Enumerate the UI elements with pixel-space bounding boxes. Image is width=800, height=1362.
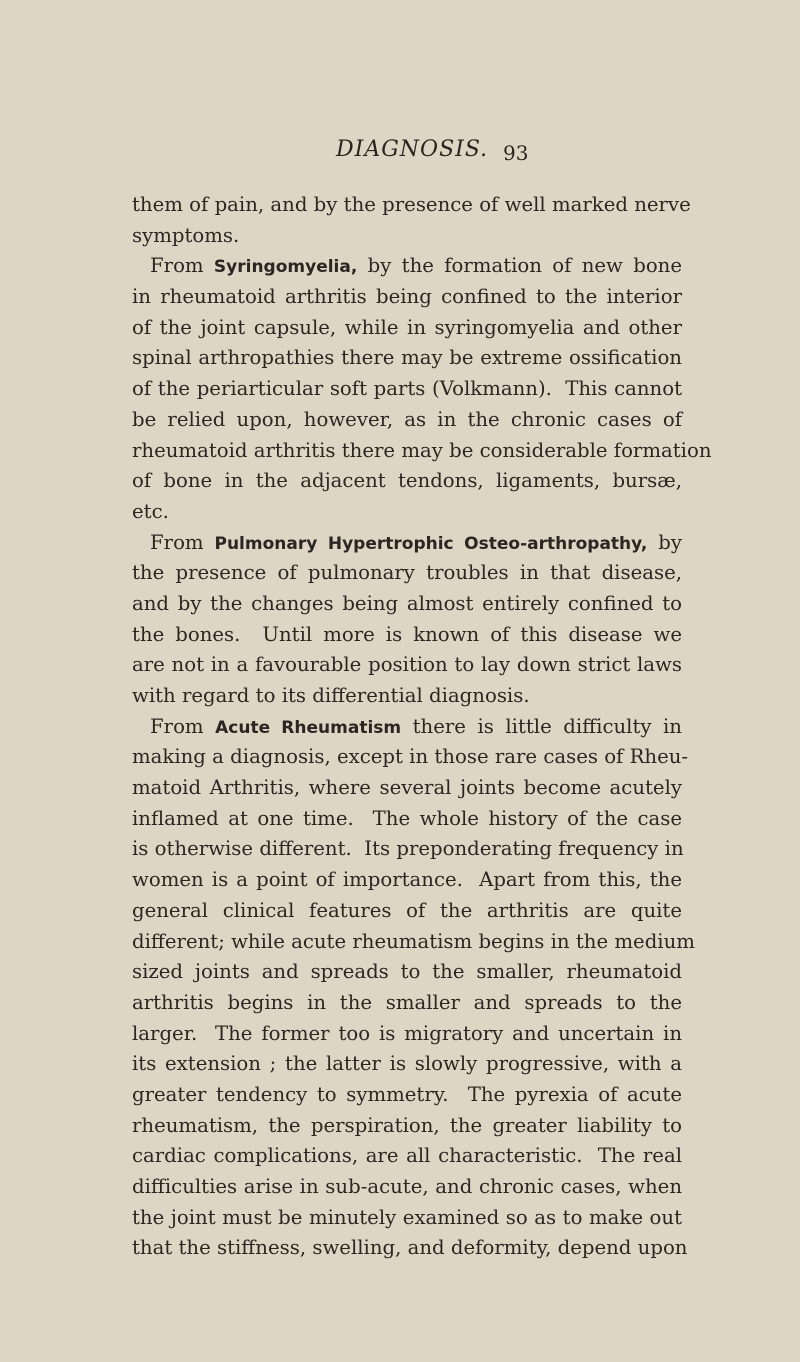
header-title: DIAGNOSIS. [336, 137, 489, 162]
page-number: 93 [503, 141, 529, 165]
text-line: the bones. Until more is known of this disease we [132, 622, 682, 646]
text-line: of bone in the adjacent tendons, ligaments, bursæ, [132, 469, 682, 493]
text-line: arthritis begins in the smaller and spreads to the [132, 990, 682, 1014]
diagnosis-term: Acute Rheumatism [215, 717, 402, 738]
text-line: the presence of pulmonary troubles in that disease, [132, 561, 682, 585]
line-rest: by the formation of new bone [357, 254, 682, 278]
text-line [132, 528, 682, 559]
text-line: symptoms. [132, 223, 240, 247]
line-lead: From [150, 714, 216, 738]
text-line: inflamed at one time. The whole history of the case [132, 806, 682, 830]
text-line: making a diagnosis, except in those rare cases of Rheu- [132, 745, 689, 769]
text-line: rheumatoid arthritis there may be considerable formation [132, 438, 712, 462]
line-rest: there is little difficulty in [401, 714, 682, 738]
text-line: greater tendency to symmetry. The pyrexia of acute [132, 1082, 682, 1106]
text-line [132, 251, 682, 282]
running-head [0, 137, 800, 167]
text-line: of the joint capsule, while in syringomyelia and other [132, 315, 682, 339]
text-line: different; while acute rheumatism begins in the medium [132, 929, 695, 953]
line-rest: by [647, 530, 682, 554]
text-line: difficulties arise in sub-acute, and chronic cases, when [132, 1175, 682, 1198]
text-line: with regard to its differential diagnosis. [132, 684, 530, 707]
diagnosis-term: Pulmonary Hypertrophic Osteo-arthropathy, [214, 533, 648, 554]
text-line: be relied upon, however, as in the chronic cases of [132, 407, 682, 431]
text-line: that the stiffness, swelling, and deformity, depend upon [132, 1236, 688, 1260]
line-lead: From [150, 530, 215, 554]
text-line: rheumatism, the perspiration, the greater liability to [132, 1113, 682, 1137]
text-line: matoid Arthritis, where several joints become acutely [132, 776, 682, 800]
text-line: the joint must be minutely examined so as to make out [132, 1205, 682, 1229]
text-line: of the periarticular soft parts (Volkmann). This cannot [132, 377, 682, 401]
text-line [132, 712, 682, 743]
diagnosis-term: Syringomyelia, [213, 257, 358, 278]
text-line: are not in a favourable position to lay down strict laws [132, 653, 682, 677]
text-line: and by the changes being almost entirely confined to [132, 591, 682, 615]
text-line: women is a point of importance. Apart from this, the [132, 868, 682, 892]
text-line: cardiac complications, are all characteristic. The real [132, 1144, 682, 1168]
text-line: them of pain, and by the presence of well marked nerve [132, 193, 691, 216]
text-line: is otherwise different. Its preponderating frequency in [132, 837, 684, 861]
text-line: its extension ; the latter is slowly progressive, with a [132, 1052, 682, 1076]
text-line: general clinical features of the arthritis are quite [132, 898, 682, 922]
line-lead: From [150, 254, 214, 278]
text-line: in rheumatoid arthritis being confined to the interior [132, 285, 682, 309]
text-line: sized joints and spreads to the smaller, rheumatoid [132, 960, 682, 984]
text-line: etc. [132, 499, 169, 523]
text-line: larger. The former too is migratory and uncertain in [132, 1021, 682, 1045]
body-text [132, 190, 712, 1264]
text-line: spinal arthropathies there may be extreme ossification [132, 346, 682, 370]
